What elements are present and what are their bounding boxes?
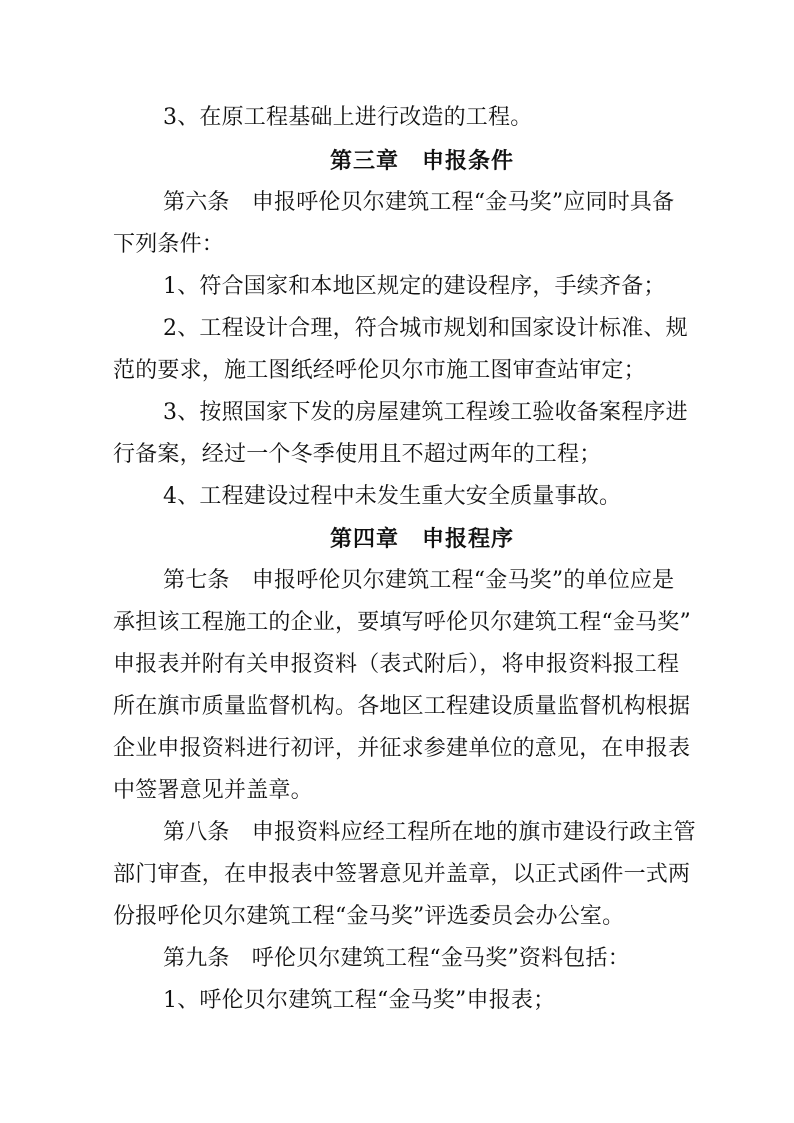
condition-3-line-2: 行备案，经过一个冬季使用且不超过两年的工程； [113, 442, 602, 467]
article-6-line-1: 第六条 申报呼伦贝尔建筑工程“金马奖”应同时具备 [163, 190, 675, 215]
article-7-line-6: 中签署意见并盖章。 [113, 778, 313, 803]
article-9: 第九条 呼伦贝尔建筑工程“金马奖”资料包括： [163, 946, 630, 971]
article-7-line-3: 申报表并附有关申报资料（表式附后），将申报资料报工程 [113, 652, 680, 677]
chapter-3-heading: 第三章 申报条件 [330, 148, 515, 174]
article-6-line-2: 下列条件： [113, 232, 225, 257]
list-item-3-renovation: 3、在原工程基础上进行改造的工程。 [163, 105, 533, 130]
chapter-4-heading: 第四章 申报程序 [330, 526, 515, 552]
article-8-line-2: 部门审查，在申报表中签署意见并盖章，以正式函件一式两 [113, 862, 691, 887]
material-item-1: 1、呼伦贝尔建筑工程“金马奖”申报表； [163, 988, 556, 1013]
condition-3-line-1: 3、按照国家下发的房屋建筑工程竣工验收备案程序进 [163, 400, 688, 425]
condition-1: 1、符合国家和本地区规定的建设程序，手续齐备； [163, 274, 666, 299]
article-8-line-3: 份报呼伦贝尔建筑工程“金马奖”评选委员会办公室。 [113, 904, 625, 929]
article-7-line-4: 所在旗市质量监督机构。各地区工程建设质量监督机构根据 [113, 694, 691, 719]
condition-2-line-1: 2、工程设计合理，符合城市规划和国家设计标准、规 [163, 316, 688, 341]
condition-4: 4、工程建设过程中未发生重大安全质量事故。 [163, 484, 622, 509]
article-7-line-5: 企业申报资料进行初评，并征求参建单位的意见，在申报表 [113, 736, 691, 761]
article-7-line-2: 承担该工程施工的企业，要填写呼伦贝尔建筑工程“金马奖” [113, 610, 691, 635]
condition-2-line-2: 范的要求，施工图纸经呼伦贝尔市施工图审查站审定； [113, 358, 646, 383]
article-7-line-1: 第七条 申报呼伦贝尔建筑工程“金马奖”的单位应是 [163, 568, 675, 593]
article-8-line-1: 第八条 申报资料应经工程所在地的旗市建设行政主管 [163, 820, 696, 845]
